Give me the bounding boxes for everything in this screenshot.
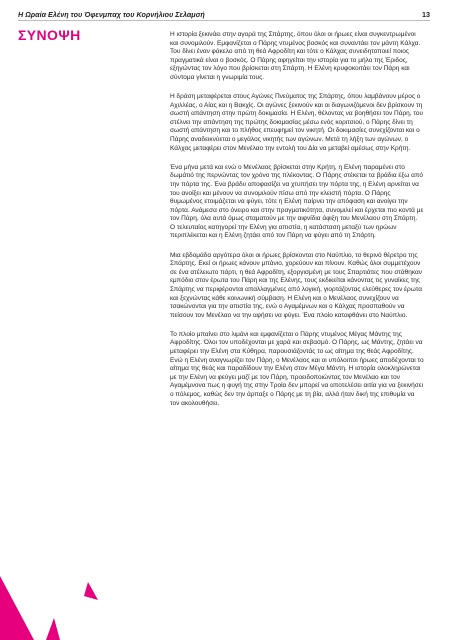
- paragraph: Το πλοίο μπαίνει στο λιμάνι και εμφανίζεται ο Πάρης ντυμένος Μέγας Μάντης της Αφροδίτης. Όλοι τον υποδέχονται με χαρά και σεβασμό. Ο Πάρης, ως Μάντης, ζητάει να μεταφέρει την Ελένη στα Κύθηρα, παρουσιάζοντάς το ως αίτημα της θεάς Αφροδίτης. Ενώ η Ελένη αναγνωρίζει τον Πάρη, ο Μενέλαος και οι υπόλοιποι ήρωες αποδέχονται το αίτημα της θεάς και παραδίδουν την Ελένη στον Μέγα Μάντη. Η ιστορία ολοκληρώνεται με την Ελένη να φεύγει μαζί με τον Πάρη, προειδοποιώντας τον Μενέλαο και τον Αγαμέμνονα πως η φυγή της στην Τροία δεν μπορεί να αποτελέσει αιτία για να ξεκινήσει ο πόλεμος, καθώς δεν την άρπαξε ο Πάρης με τη βία, αλλά ήταν δική της επιθυμία να τον ακολουθήσει.: [170, 330, 424, 407]
- paragraph: Η δράση μεταφέρεται στους Αγώνες Πνεύματος της Σπάρτης, όπου λαμβάνουν μέρος ο Αχιλλέας, ο Αίας και η Βακχίς. Οι αγώνες ξεκινούν και οι διαγωνιζόμενοι δεν βρίσκουν τη σωστή απάντηση στην πρώτη δοκιμασία. Η Ελένη, θέλοντας να βοηθήσει τον Πάρη, του στέλνει την απάντηση της πρώτης δοκιμασίας μέσω ενός κοριτσιού, ο Πάρης δίνει τη σωστή απάντηση και το πλήθος επευφημεί τον νικητή. Οι δοκιμασίες συνεχίζονται και ο Πάρης αναδεικνύεται ο μεγάλος νικητής των αγώνων. Μετά τη λήξη των αγώνων, ο Κάλχας μεταφέρει στον Μενέλαο την εντολή του Δία να μεταβεί αμέσως στην Κρήτη.: [170, 93, 424, 152]
- section-heading: ΣΥΝΟΨΗ: [18, 27, 81, 43]
- header-divider: [18, 20, 430, 21]
- paragraph: Η ιστορία ξεκινάει στην αγορά της Σπάρτης, όπου όλοι οι ήρωες είναι συγκεντρωμένοι και συνομιλούν. Εμφανίζεται ο Πάρης ντυμένος βοσκός και συναντάει τον μάντη Κάλχα. Του δίνει έναν φάκελο από τη θεά Αφροδίτη και τότε ο Κάλχας συνειδητοποιεί ποιος πραγματικά είναι ο βοσκός. Ο Πάρης αφηγείται την ιστορία για το μήλο της Έριδος, εξηγώντας τον λόγο που βρίσκεται στη Σπάρτη. Η Ελένη κρυφοκοιτάει τον Πάρη και σύντομα γίνεται η γνωριμία τους.: [170, 31, 421, 81]
- accent-triangle-large: [0, 576, 34, 640]
- running-header-title: Η Ωραία Ελένη του Όφενμπαχ του Κορνήλιου Σελαμσή: [18, 9, 205, 19]
- paragraph: Μια εβδομάδα αργότερα όλοι οι ήρωες βρίσκονται στο Ναύπλιο, το θερινό θέρετρο της Σπάρτης. Εκεί οι ήρωες κάνουν μπάνιο, χορεύουν και πίνουν. Καθώς όλοι συμμετέχουν σε ένα ατέλειωτο πάρτι, η θεά Αφροδίτη, εξοργισμένη με τους Σπαρτιάτες που στάθηκαν εμπόδιο στον έρωτα του Πάρη και της Ελένης, τους εκδικείται κάνοντας τις γυναίκες της Σπάρτης να περιφέρονται απαλλαγμένες από λογική, γιορτάζοντας ελεύθερες τον έρωτα και ξεχνώντας κάθε κοινωνική σύμβαση. Η Ελένη και ο Μενέλαος συνεχίζουν να τσακώνονται για την απιστία της, ενώ ο Αγαμέμνων και ο Κάλχας προσπαθούν να πείσουν τον Μενέλαο να την αφήσει να φύγει. Ένα πλοίο καταφθάνει στο Ναύπλιο.: [170, 251, 423, 319]
- accent-triangle-small: [46, 618, 60, 640]
- paragraph: Ένα μήνα μετά και ενώ ο Μενέλαος βρίσκεται στην Κρήτη, η Ελένη παραμένει στο δωμάτιό της περνώντας τον χρόνο της πλέκοντας. Ο Πάρης στέκεται τα βράδια έξω από την πόρτα της. Ένα βράδυ αποφασίζει να χτυπήσει την πόρτα της, η Ελένη αρνείται να του ανοίξει και μένουν να συνομιλούν πίσω από την κλειστή πόρτα. Ο Πάρης θυμωμένος ετοιμάζεται να φύγει, τότε η Ελένη παίρνει την απόφαση και ανοίγει την πόρτα. Ανάμεσα στο όνειρο και στην πραγματικότητα, συνομιλεί και έρχεται πιο κοντά με τον Πάρη, όλα αυτά όμως σταματούν με την αιφνίδια άφιξη του Μενέλαου στη Σπάρτη. Ο τελευταίος κατηγορεί την Ελένη για απιστία, η κατάσταση μεταξύ των ηρώων περιπλέκεται και η Ελένη ζητάει από τον Πάρη να φύγει από τη Σπάρτη.: [170, 163, 424, 240]
- decorative-accent-shapes: [0, 490, 150, 640]
- accent-triangle-top: [84, 582, 98, 600]
- page-number: 13: [422, 9, 430, 19]
- synopsis-body: [170, 31, 424, 419]
